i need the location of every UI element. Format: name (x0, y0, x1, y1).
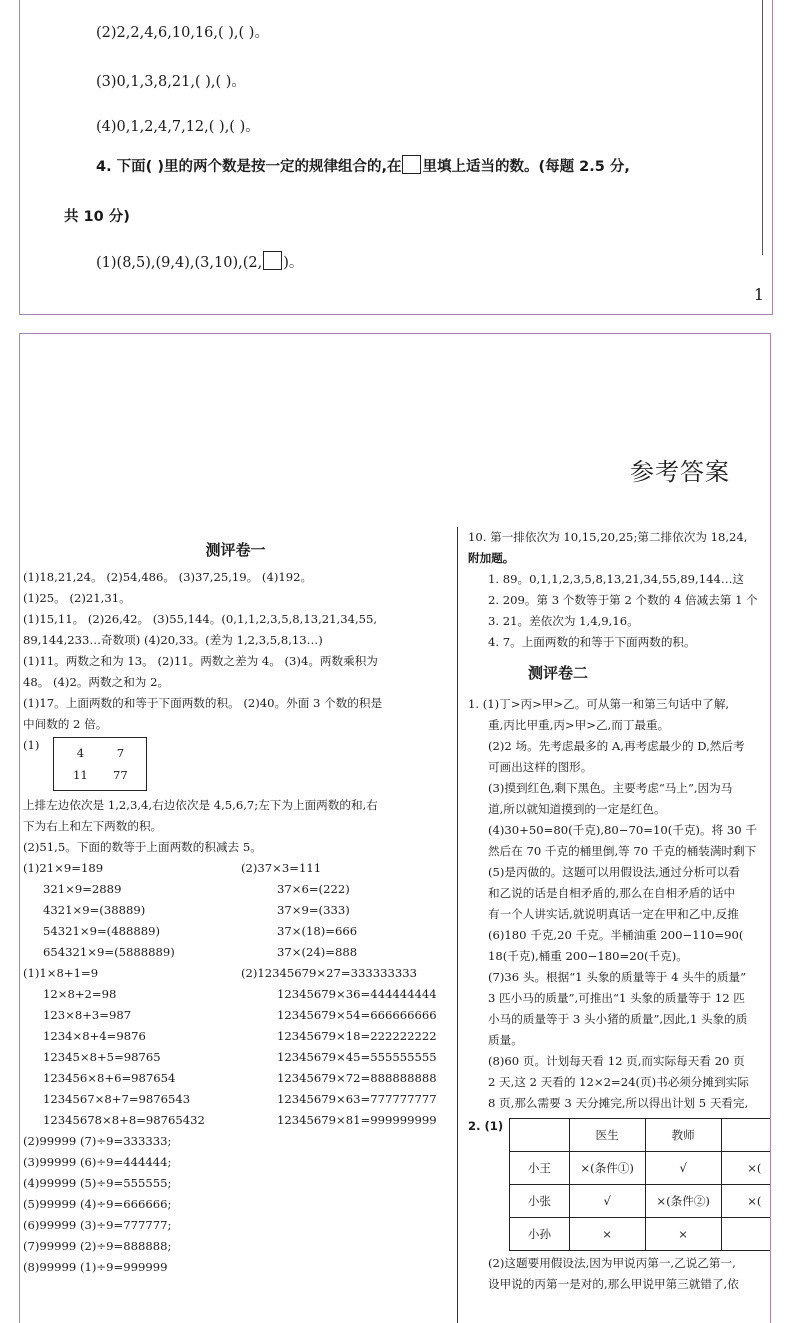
answer-line: 小马的质量等于 3 头小猪的质量”,因此,1 头象的质 (488, 1012, 748, 1026)
table-cell: ×( (721, 1185, 771, 1218)
question-4-sub-1 (96, 251, 303, 272)
pair-left: 123456×8+6=987654 (43, 1071, 176, 1085)
table-label: 2. (1) (468, 1119, 504, 1133)
pair-left: 1234567×8+7=9876543 (43, 1092, 191, 1106)
table-cell: 小张 (510, 1185, 569, 1218)
answer-line: (1)17。上面两数的和等于下面两数的积。 (2)40。外面 3 个数的积是 (23, 696, 383, 710)
page-number: 1 (753, 285, 764, 304)
pair-right: (2)37×3=111 (241, 861, 322, 875)
pair-left: 12345678×8+8=98765432 (43, 1113, 205, 1127)
answer-line: 48。 (4)2。两数之和为 2。 (23, 675, 170, 689)
grid-answer (23, 735, 448, 795)
answer-line: 18(千克),桶重 200−180=20(千克)。 (488, 949, 688, 963)
right-column (468, 527, 771, 1295)
pair-left: 1234×8+4=9876 (43, 1029, 146, 1043)
seq-line-3: (3)0,1,3,8,21,( ),( )。 (96, 74, 246, 90)
answer-line: 有一个人讲实话,就说明真话一定在甲和乙中,反推 (488, 907, 739, 921)
table-cell: √ (645, 1152, 721, 1185)
section-heading: 测评卷一 (205, 541, 266, 559)
table-cell: 小王 (510, 1152, 569, 1185)
pair-right: 37×9=(333) (277, 903, 350, 917)
answer-line: (6)180 千克,20 千克。半桶油重 200−110=90( (488, 928, 744, 942)
question-4-text-a: 4. 下面( )里的两个数是按一定的规律组合的,在 (96, 159, 402, 175)
answer-line: 10. 第一排依次为 10,15,20,25;第二排依次为 18,24, (468, 530, 748, 544)
answer-line: 中间数的 2 倍。 (23, 717, 108, 731)
answer-line: (5)99999 (4)÷9=666666; (23, 1197, 172, 1211)
pair-row (23, 1047, 448, 1068)
pair-right: 12345679×45=555555555 (277, 1050, 437, 1064)
answer-line: (7)99999 (2)÷9=888888; (23, 1239, 172, 1253)
answer-line: (3)99999 (6)÷9=444444; (23, 1155, 172, 1169)
pair-left: 654321×9=(5888889) (43, 945, 175, 959)
section-heading: 测评卷二 (528, 664, 589, 682)
question-4-score: 共 10 分) (64, 209, 130, 225)
answer-line: (2)51,5。下面的数等于上面两数的积减去 5。 (23, 840, 262, 854)
page-two (19, 333, 771, 1323)
margin-line (762, 0, 763, 255)
answer-line: 3. 21。差依次为 1,4,9,16。 (488, 614, 639, 628)
pair-right: 12345679×63=777777777 (277, 1092, 437, 1106)
grid-cell: 4 (76, 746, 85, 760)
table-row (510, 1218, 771, 1251)
pair-right: 12345679×72=888888888 (277, 1071, 437, 1085)
table-row (510, 1185, 771, 1218)
table-cell: 小孙 (510, 1218, 569, 1251)
grid-cell: 7 (116, 746, 125, 760)
question-4-text-b: 里填上适当的数。(每题 2.5 分, (422, 159, 630, 175)
answer-line: (1)18,21,24。 (2)54,486。 (3)37,25,19。 (4)192。 (23, 570, 313, 584)
sub-1-text: (1)(8,5),(9,4),(3,10),(2, (96, 255, 263, 271)
pair-row (23, 858, 448, 879)
table-cell: ×(条件①) (569, 1152, 645, 1185)
pair-left: 12×8+2=98 (43, 987, 117, 1001)
sub-1-end: )。 (283, 255, 304, 271)
answer-line: 2 天,这 2 天看的 12×2=24(页)书必须分摊到实际 (488, 1075, 749, 1089)
table-cell: 医生 (569, 1119, 645, 1152)
answer-line: (1)15,11。 (2)26,42。 (3)55,144。(0,1,1,2,3,5,8,13,21,34,55, (23, 612, 378, 626)
answer-line: (8)60 页。计划每天看 12 页,而实际每天看 20 页 (488, 1054, 745, 1068)
page-one (19, 0, 773, 315)
pair-row (23, 984, 448, 1005)
answer-box (402, 155, 421, 174)
table-header-row (510, 1119, 771, 1152)
answer-line: 1. 89。0,1,1,2,3,5,8,13,21,34,55,89,144…这 (488, 572, 745, 586)
answer-line: (7)36 头。根据“1 头象的质量等于 4 头牛的质量” (488, 970, 747, 984)
answer-line: 2. 209。第 3 个数等于第 2 个数的 4 倍减去第 1 个 (488, 593, 758, 607)
table-cell: × (645, 1218, 721, 1251)
table-cell (510, 1119, 569, 1152)
answer-line: 3 匹小马的质量”,可推出“1 头象的质量等于 12 匹 (488, 991, 745, 1005)
pair-left: (1)1×8+1=9 (23, 966, 99, 980)
pair-right: 37×6=(222) (277, 882, 350, 896)
answer-line: 道,所以就知道摸到的一定是红色。 (488, 802, 666, 816)
grid-cell: 77 (113, 768, 128, 782)
pair-row (23, 1026, 448, 1047)
answer-line: (4)30+50=80(千克),80−70=10(千克)。将 30 千 (488, 823, 757, 837)
answer-line: (3)摸到红色,剩下黑色。主要考虑“马上”,因为马 (488, 781, 733, 795)
table-cell (721, 1119, 771, 1152)
table-cell: √ (569, 1185, 645, 1218)
answer-line: 89,144,233…奇数项) (4)20,33。(差为 1,2,3,5,8,13…) (23, 633, 323, 647)
pair-left: (1)21×9=189 (23, 861, 104, 875)
question-4 (96, 155, 630, 176)
pair-left: 4321×9=(38889) (43, 903, 146, 917)
answer-line: 重,丙比甲重,丙>甲>乙,而丁最重。 (488, 718, 670, 732)
table-cell: × (569, 1218, 645, 1251)
pair-row (23, 963, 448, 984)
pair-row (23, 879, 448, 900)
number-grid (53, 737, 147, 791)
pair-right: 12345679×54=666666666 (277, 1008, 437, 1022)
pair-row (23, 1005, 448, 1026)
answer-line: 和乙说的话是自相矛盾的,那么在自相矛盾的话中 (488, 886, 736, 900)
pair-row (23, 1089, 448, 1110)
pair-right: 37×(24)=888 (277, 945, 358, 959)
answer-line: 可画出这样的图形。 (488, 760, 593, 774)
column-divider (457, 527, 458, 1323)
answer-line: (1)11。两数之和为 13。 (2)11。两数之差为 4。 (3)4。两数乘积为 (23, 654, 378, 668)
answer-line: 4. 7。上面两数的和等于下面两数的积。 (488, 635, 696, 649)
pair-left: 12345×8+5=98765 (43, 1050, 161, 1064)
bonus-heading: 附加题。 (468, 551, 515, 565)
answer-line: (6)99999 (3)÷9=777777; (23, 1218, 172, 1232)
grid-label: (1) (23, 738, 40, 752)
table-cell: ×( (721, 1152, 771, 1185)
pair-row (23, 942, 448, 963)
pair-right: 12345679×18=222222222 (277, 1029, 437, 1043)
answer-line: (1)25。 (2)21,31。 (23, 591, 131, 605)
answer-line: (2)99999 (7)÷9=333333; (23, 1134, 172, 1148)
logic-table (509, 1118, 771, 1251)
table-answer (468, 1116, 771, 1253)
seq-line-4: (4)0,1,2,4,7,12,( ),( )。 (96, 119, 260, 135)
answer-line: (4)99999 (5)÷9=555555; (23, 1176, 172, 1190)
seq-line-2: (2)2,2,4,6,10,16,( ),( )。 (96, 25, 269, 41)
pair-row (23, 1110, 448, 1131)
table-cell: ×(条件②) (645, 1185, 721, 1218)
answer-line: (2)2 场。先考虑最多的 A,再考虑最少的 D,然后考 (488, 739, 745, 753)
pair-row (23, 1068, 448, 1089)
pair-right: (2)12345679×27=333333333 (241, 966, 418, 980)
pair-right: 12345679×36=444444444 (277, 987, 437, 1001)
pair-left: 321×9=2889 (43, 882, 122, 896)
pair-row (23, 921, 448, 942)
pair-left: 54321×9=(488889) (43, 924, 160, 938)
table-cell (721, 1218, 771, 1251)
answer-title: 参考答案 (630, 458, 730, 486)
answer-line: 下为右上和左下两数的积。 (23, 819, 163, 833)
pair-right: 12345679×81=999999999 (277, 1113, 437, 1127)
left-column (23, 532, 448, 1278)
answer-line: 设甲说的丙第一是对的,那么甲说甲第三就错了,依 (488, 1277, 739, 1291)
pair-right: 37×(18)=666 (277, 924, 358, 938)
pair-left: 123×8+3=987 (43, 1008, 132, 1022)
answer-box (263, 251, 282, 270)
answer-line: 上排左边依次是 1,2,3,4,右边依次是 4,5,6,7;左下为上面两数的和,右 (23, 798, 378, 812)
table-row (510, 1152, 771, 1185)
answer-line: (5)是丙做的。这题可以用假设法,通过分析可以看 (488, 865, 740, 879)
pair-row (23, 900, 448, 921)
answer-line: 然后在 70 千克的桶里倒,等 70 千克的桶装满时剩下 (488, 844, 757, 858)
answer-line: 8 页,那么需要 3 天分摊完,所以得出计划 5 天看完, (488, 1096, 749, 1110)
answer-line: (8)99999 (1)÷9=999999 (23, 1260, 168, 1274)
answer-line: (2)这题要用假设法,因为甲说丙第一,乙说乙第一, (488, 1256, 736, 1270)
grid-cell: 11 (73, 768, 88, 782)
table-cell: 教师 (645, 1119, 721, 1152)
answer-line: 1. (1)丁>丙>甲>乙。可从第一和第三句话中了解, (468, 697, 730, 711)
answer-line: 质量。 (488, 1033, 523, 1047)
